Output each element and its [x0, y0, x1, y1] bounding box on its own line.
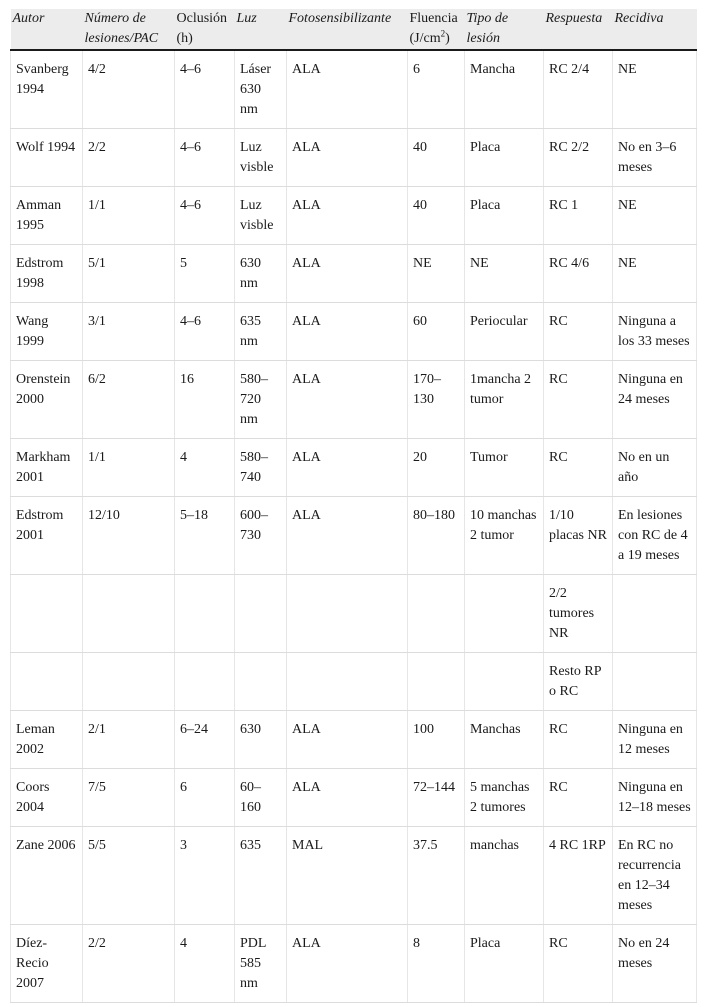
cell-oclusion: 4–6 [175, 187, 235, 245]
header-fluencia [408, 9, 465, 50]
table-row [11, 575, 697, 653]
cell-tipo: 1mancha 2 tumor [465, 361, 544, 439]
header-fluencia-sup: 2 [440, 28, 446, 39]
cell-tipo: Tumor [465, 439, 544, 497]
header-respuesta: Respuesta [544, 9, 613, 50]
cell-tipo: Manchas [465, 711, 544, 769]
cell-oclusion: 4–6 [175, 50, 235, 129]
cell-fotosensibilizante: ALA [287, 50, 408, 129]
cell-respuesta: RC 4/6 [544, 245, 613, 303]
table-row [11, 827, 697, 925]
cell-lesiones: 7/5 [83, 769, 175, 827]
cell-respuesta: 4 RC 1RP [544, 827, 613, 925]
cell-respuesta: 2/2 tumores NR [544, 575, 613, 653]
cell-recidiva: Ninguna en 24 meses [613, 361, 697, 439]
cell-fluencia: 100 [408, 711, 465, 769]
cell-oclusion: 4 [175, 925, 235, 1003]
cell-oclusion: 5–18 [175, 497, 235, 575]
cell-fotosensibilizante: ALA [287, 361, 408, 439]
cell-lesiones: 12/10 [83, 497, 175, 575]
cell-recidiva: Ninguna en 12 meses [613, 711, 697, 769]
cell-recidiva: No en un año [613, 439, 697, 497]
cell-respuesta: RC [544, 925, 613, 1003]
cell-autor [11, 575, 83, 653]
cell-lesiones: 1/1 [83, 187, 175, 245]
header-lesiones: Número de lesiones/PAC [83, 9, 175, 50]
cell-recidiva: Ninguna a los 33 meses [613, 303, 697, 361]
cell-fotosensibilizante [287, 575, 408, 653]
cell-autor [11, 653, 83, 711]
cell-lesiones: 2/2 [83, 129, 175, 187]
cell-tipo: Placa [465, 187, 544, 245]
cell-fluencia [408, 575, 465, 653]
cell-luz: 580–740 [235, 439, 287, 497]
cell-oclusion [175, 653, 235, 711]
cell-recidiva: NE [613, 187, 697, 245]
cell-tipo: 10 manchas 2 tumor [465, 497, 544, 575]
cell-lesiones: 5/1 [83, 245, 175, 303]
cell-respuesta: RC 2/2 [544, 129, 613, 187]
cell-autor: Amman 1995 [11, 187, 83, 245]
cell-recidiva: Ninguna en 12–18 meses [613, 769, 697, 827]
cell-luz [235, 575, 287, 653]
cell-autor: Edstrom 1998 [11, 245, 83, 303]
cell-lesiones: 5/5 [83, 827, 175, 925]
header-recidiva: Recidiva [613, 9, 697, 50]
cell-autor: Markham 2001 [11, 439, 83, 497]
cell-autor: Edstrom 2001 [11, 497, 83, 575]
cell-lesiones [83, 653, 175, 711]
cell-fluencia: 170–130 [408, 361, 465, 439]
cell-autor: Zane 2006 [11, 827, 83, 925]
cell-luz: 635 [235, 827, 287, 925]
cell-luz: Luz visble [235, 187, 287, 245]
cell-oclusion: 6–24 [175, 711, 235, 769]
cell-recidiva [613, 653, 697, 711]
cell-tipo: manchas [465, 827, 544, 925]
cell-fotosensibilizante: ALA [287, 303, 408, 361]
cell-recidiva: En lesiones con RC de 4 a 19 meses [613, 497, 697, 575]
cell-fotosensibilizante: ALA [287, 925, 408, 1003]
cell-oclusion: 4–6 [175, 129, 235, 187]
table-row [11, 129, 697, 187]
header-autor: Autor [11, 9, 83, 50]
table-row [11, 653, 697, 711]
table-body [11, 50, 697, 1003]
cell-luz: 60–160 [235, 769, 287, 827]
cell-fotosensibilizante: ALA [287, 245, 408, 303]
cell-tipo: NE [465, 245, 544, 303]
table-row [11, 497, 697, 575]
treatment-table [10, 9, 697, 1003]
cell-lesiones: 2/1 [83, 711, 175, 769]
cell-fotosensibilizante [287, 653, 408, 711]
cell-lesiones: 2/2 [83, 925, 175, 1003]
cell-respuesta: Resto RP o RC [544, 653, 613, 711]
cell-luz: Láser 630 nm [235, 50, 287, 129]
cell-fluencia: 8 [408, 925, 465, 1003]
cell-respuesta: RC [544, 439, 613, 497]
cell-autor: Wolf 1994 [11, 129, 83, 187]
cell-respuesta: RC 2/4 [544, 50, 613, 129]
cell-autor: Wang 1999 [11, 303, 83, 361]
cell-luz: PDL 585 nm [235, 925, 287, 1003]
cell-luz: 630 [235, 711, 287, 769]
cell-recidiva [613, 575, 697, 653]
cell-recidiva: No en 3–6 meses [613, 129, 697, 187]
cell-oclusion [175, 575, 235, 653]
cell-lesiones: 3/1 [83, 303, 175, 361]
cell-respuesta: RC [544, 711, 613, 769]
cell-lesiones: 1/1 [83, 439, 175, 497]
cell-fluencia: 40 [408, 187, 465, 245]
cell-fotosensibilizante: ALA [287, 187, 408, 245]
cell-autor: Díez-Recio 2007 [11, 925, 83, 1003]
cell-fluencia: NE [408, 245, 465, 303]
cell-autor: Orenstein 2000 [11, 361, 83, 439]
header-luz: Luz [235, 9, 287, 50]
cell-recidiva: NE [613, 50, 697, 129]
table-row [11, 187, 697, 245]
cell-fotosensibilizante: ALA [287, 497, 408, 575]
table-row [11, 245, 697, 303]
cell-fotosensibilizante: ALA [287, 129, 408, 187]
cell-luz: 635 nm [235, 303, 287, 361]
cell-respuesta: RC 1 [544, 187, 613, 245]
cell-autor: Leman 2002 [11, 711, 83, 769]
cell-autor: Coors 2004 [11, 769, 83, 827]
header-row [11, 9, 697, 50]
cell-fotosensibilizante: MAL [287, 827, 408, 925]
cell-recidiva: No en 24 meses [613, 925, 697, 1003]
cell-tipo: Placa [465, 925, 544, 1003]
cell-tipo: Placa [465, 129, 544, 187]
cell-fluencia: 72–144 [408, 769, 465, 827]
header-fotosensibilizante: Fotosensibilizante [287, 9, 408, 50]
table-row [11, 50, 697, 129]
table-row [11, 769, 697, 827]
cell-luz: 630 nm [235, 245, 287, 303]
cell-luz: 600–730 [235, 497, 287, 575]
cell-fluencia: 37.5 [408, 827, 465, 925]
cell-oclusion: 3 [175, 827, 235, 925]
cell-tipo: Periocular [465, 303, 544, 361]
cell-oclusion: 5 [175, 245, 235, 303]
cell-fluencia: 40 [408, 129, 465, 187]
cell-tipo [465, 653, 544, 711]
table-row [11, 711, 697, 769]
header-tipo: Tipo de lesión [465, 9, 544, 50]
cell-respuesta: RC [544, 769, 613, 827]
table-row [11, 303, 697, 361]
cell-lesiones: 4/2 [83, 50, 175, 129]
header-fluencia-text: Fluencia (J/cm [409, 11, 458, 46]
cell-luz: Luz visble [235, 129, 287, 187]
cell-oclusion: 4–6 [175, 303, 235, 361]
cell-autor: Svanberg 1994 [11, 50, 83, 129]
cell-recidiva: NE [613, 245, 697, 303]
header-oclusion: Oclusión (h) [175, 9, 235, 50]
cell-fluencia: 60 [408, 303, 465, 361]
cell-respuesta: RC [544, 303, 613, 361]
cell-respuesta: RC [544, 361, 613, 439]
table-header [11, 9, 697, 50]
cell-tipo: Mancha [465, 50, 544, 129]
cell-fluencia: 20 [408, 439, 465, 497]
cell-fotosensibilizante: ALA [287, 711, 408, 769]
cell-oclusion: 16 [175, 361, 235, 439]
table-row [11, 439, 697, 497]
cell-oclusion: 6 [175, 769, 235, 827]
cell-fluencia [408, 653, 465, 711]
cell-fluencia: 80–180 [408, 497, 465, 575]
cell-oclusion: 4 [175, 439, 235, 497]
cell-fotosensibilizante: ALA [287, 439, 408, 497]
cell-recidiva: En RC no recurrencia en 12–34 meses [613, 827, 697, 925]
cell-luz: 580–720 nm [235, 361, 287, 439]
cell-tipo [465, 575, 544, 653]
header-fluencia-end: ) [445, 31, 450, 46]
cell-fotosensibilizante: ALA [287, 769, 408, 827]
cell-lesiones: 6/2 [83, 361, 175, 439]
cell-luz [235, 653, 287, 711]
cell-lesiones [83, 575, 175, 653]
cell-fluencia: 6 [408, 50, 465, 129]
table-row [11, 925, 697, 1003]
cell-respuesta: 1/10 placas NR [544, 497, 613, 575]
cell-tipo: 5 manchas 2 tumores [465, 769, 544, 827]
table-row [11, 361, 697, 439]
